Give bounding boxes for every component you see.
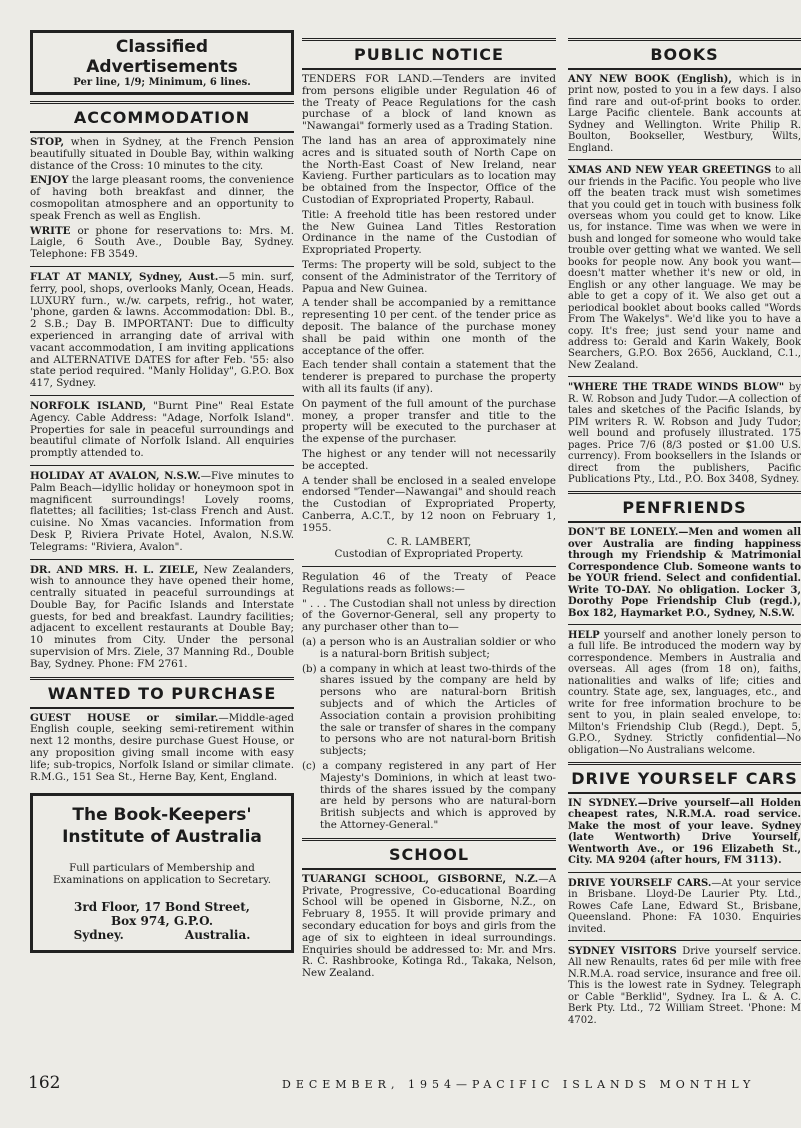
notice-para-3: Title: A freehold title has been restored under the New Guinea Land Titles Restoration Ordinance in the name of the Custodian of Expropriated Property.: [302, 208, 556, 257]
notice-item-c: (c) a company registered in any part of Her Majesty's Dominions, in which at least two-thirds of the shares issued by the company are held by persons who are natural-born British subjects and which is approved by the Attorney-General.": [302, 760, 556, 832]
ad-drive-2: DRIVE YOURSELF CARS.—At your service in Brisbane. Lloyd-De Laurier Pty. Ltd., Rowes Cafe Lane, Edward St., Brisbane, Queensland. Phone: FA 1030. Enquiries invited.: [568, 877, 801, 935]
ad-school: TUARANGI SCHOOL, GISBORNE, N.Z.—A Private, Progressive, Co-educational Boarding School will be opened in Gisborne, N.Z., on February 8, 1955. It will provide primary and secondary education for boys and girls from the age of six to eighteen in ideal surroundings. Enquiries should be addressed to: Mr. and Mrs. R. C. Rashbrooke, Kotinga Rd., Takaka, Nelson, New Zealand.: [302, 872, 556, 980]
ad-books-2: XMAS AND NEW YEAR GREETINGS to all our friends in the Pacific. You people who live off the beaten track must wish sometimes that you could get in touch with business folk overseas whom you could get to know. Like us, for instance. Time was when we were in bush and longed for someone who would take trouble over getting what we wanted. We sell books for people now. Any book you want—doesn't matter whether it's new or old, in English or any other language. We may be able to get a copy of it. We also get out a periodical booklet about books called "Words From The Wakelys". We'd like you to have a copy. It's free; just send your name and address to: Gerald and Karin Wakely, Book Searchers, G.P.O. Box 2656, Auckland, C.1., New Zealand.: [568, 165, 801, 371]
notice-signature-title: Custodian of Expropriated Property.: [334, 548, 524, 561]
drive-heading: DRIVE YOURSELF CARS: [571, 769, 798, 789]
ad-drive-3: SYDNEY VISITORS Drive yourself service. All new Renaults, rates 6d per mile with free N.R.M.A. road service, insurance and free oil. This is the lowest rate in Sydney. Telegraph or Cable "Berklid", Sydney. Ira L. & A. C. Berk Pty. Ltd., 72 William Street. 'Phone: M 4702.: [568, 946, 801, 1026]
ad-penfriends-1: DON'T BE LONELY.—Men and women all over Australia are finding happiness through my Friendship & Matrimonial Correspondence Club. Someone wants to be YOUR friend. Select and confidential. Write TO-DAY. No obligation. Locker 3, Dorothy Pope Friendship Club (regd.), Box 182, Haymarket P.O., Sydney, N.S.W.: [568, 527, 801, 619]
notice-para-1: TENDERS FOR LAND.—Tenders are invited from persons eligible under Regulation 46 of the Treaty of Peace Regulations for the cash purchase of a block of land known as "Nawangai" formerly used as a Trading Station.: [302, 73, 556, 133]
column-right: [568, 30, 801, 1029]
notice-para-9: A tender shall be enclosed in a sealed envelope endorsed "Tender—Nawangai" and should reach the Custodian of Expropriated Property, Canberra, A.C.T., by 12 noon on February 1, 1955.: [302, 474, 556, 534]
notice-para-6: Each tender shall contain a statement that the tenderer is prepared to purchase the property with all its faults (if any).: [302, 359, 556, 395]
bookkeepers-address-2: Box 974, G.P.O.: [110, 914, 214, 929]
ad-accommodation-1: STOP, when in Sydney, at the French Pension beautifully situated in Double Bay, within walking distance of the Cross: 10 minutes to the city.: [30, 136, 294, 172]
ad-accommodation-avalon: HOLIDAY AT AVALON, N.S.W.—Five minutes to Palm Beach—idyllic holiday or honeymoon spot in magnificent surroundings! Lovely rooms, flatettes; all facilities; 1st-class French and Aust. cuisine. No Xmas vacancies. Information from Desk P, Riviera Private Hotel, Avalon, N.S.W. Telegrams: "Riviera, Avalon".: [30, 469, 294, 553]
ad-wanted: GUEST HOUSE or similar.—Middle-aged English couple, seeking semi-retirement within next 12 months, desire purchase Guest House, or any proposition giving small income with easy life; sub-tropics, Norfolk Island or similar climate. R.M.G., 151 Sea St., Herne Bay, Kent, England.: [30, 711, 294, 783]
classified-title: Classified Advertisements: [86, 37, 238, 77]
column-middle: [302, 30, 556, 983]
notice-para-4: Terms: The property will be sold, subject to the consent of the Administrator of the Territory of Papua and New Guinea.: [302, 258, 556, 295]
notice-para-8: The highest or any tender will not necessarily be accepted.: [302, 447, 556, 472]
ad-accommodation-norfolk: NORFOLK ISLAND, "Burnt Pine" Real Estate Agency. Cable Address: "Adage, Norfolk Island". Properties for sale in peaceful surroundings and beautiful climate of Norfolk Island. All enquiries promptly attended to.: [30, 399, 294, 460]
ad-drive-1: IN SYDNEY.—Drive yourself—all Holden cheapest rates, N.R.M.A. road service. Make the most of your leave. Sydney (late Wentworth) Drive Yourself, Wentworth Ave., or 196 Elizabeth St., City. MA 9204 (after hours, FM 3113).: [568, 798, 801, 867]
classified-rates: Per line, 1/9; Minimum, 6 lines.: [73, 77, 251, 88]
ad-accommodation-2: ENJOY the large pleasant rooms, the convenience of having both breakfast and dinner, the cosmopolitan atmosphere and an opportunity to speak French as well as English.: [30, 174, 294, 222]
bookkeepers-title-1: The Book-Keepers': [72, 805, 252, 826]
ad-accommodation-3: WRITE or phone for reservations to: Mrs. M. Laigle, 6 South Ave., Double Bay, Sydney. Telephone: FB 3549.: [30, 224, 294, 261]
notice-para-2: The land has an area of approximately nine acres and is situated south of North Cape on the North-East Coast of New Ireland, near Kavieng. Further particulars as to location may be obtained from the Inspector, Office of the Custodian of Expropriated Property, Rabaul.: [302, 134, 556, 206]
bookkeepers-text: Full particulars of Membership and Examinations on application to Secretary.: [52, 862, 272, 887]
footer-line: DECEMBER, 1954—PACIFIC ISLANDS MONTHLY: [282, 1078, 756, 1091]
classified-box: [30, 30, 294, 95]
wanted-heading: WANTED TO PURCHASE: [47, 683, 277, 703]
notice-item-b: (b) a company in which at least two-thirds of the shares issued by the company are held by persons who are natural-born British subjects and of which the Articles of Association contain a provision prohibiting the sale or transfer of shares in the company to persons who are not natural-born British subjects;: [302, 662, 556, 758]
accommodation-heading: ACCOMMODATION: [73, 108, 251, 127]
notice-quote: " . . . The Custodian shall not unless by direction of the Governor-General, sell any property to any purchaser other than to—: [302, 597, 556, 634]
ad-accommodation-ziele: DR. AND MRS. H. L. ZIELE, New Zealanders, wish to announce they have opened their home, centrally situated in peaceful surroundings at Double Bay, for Pacific Islands and Interstate guests, for bed and breakfast. Laundry facilities; adjacent to excellent restaurants at Double Bay; 10 minutes from City. Under the personal supervision of Mrs. Ziele, 37 Manning Rd., Double Bay, Sydney. Phone: FM 2761.: [30, 563, 295, 670]
notice-para-5: A tender shall be accompanied by a remittance representing 10 per cent. of the tender price as deposit. The balance of the purchase money shall be paid within one month of the acceptance of the offer.: [302, 297, 556, 357]
notice-item-a: (a) a person who is an Australian soldier or who is a natural-born British subject;: [302, 636, 556, 660]
school-heading: SCHOOL: [388, 844, 470, 864]
ad-penfriends-2: HELP yourself and another lonely person to a full life. Be introduced the modern way by correspondence. Members in Australia and overseas. All ages (from 18 on), faiths, nationalities and walks of life; cities and country. State age, sex, languages, etc., and write for free information brochure to be sent to you, in plain sealed envelope, to: Milton's Friendship Club (Regd.), Dept. 5, G.P.O., Sydney. Strictly confidential—No obligation—No Australians welcome.: [568, 630, 801, 756]
bookkeepers-address-1: 3rd Floor, 17 Bond Street,: [74, 900, 250, 915]
bookkeepers-country: Australia.: [184, 928, 251, 943]
ad-accommodation-manly: FLAT AT MANLY, Sydney, Aust.—5 min. surf, ferry, pool, shops, overlooks Manly, Ocean, Heads. LUXURY furn., w./w. carpets, refrig., hot water, 'phone, garden & lawns. Accommodation: Dbl. B., 2 S.B.; Day B. IMPORTANT: Due to difficulty experienced in arranging date of arrival with vacant accommodation, I am inviting applications and ALTERNATIVE DATES for after Feb. '55: also state period required. "Manly Holiday", G.P.O. Box 417, Sydney.: [30, 270, 294, 390]
public-notice-heading: PUBLIC NOTICE: [354, 45, 504, 64]
penfriends-heading: PENFRIENDS: [622, 498, 747, 518]
books-heading: BOOKS: [650, 45, 719, 64]
column-left: [30, 30, 294, 953]
bookkeepers-title-2: Institute of Australia: [62, 827, 262, 848]
bookkeepers-city: Sydney.: [73, 928, 124, 943]
ad-books-1: ANY NEW BOOK (English), which is in print now, posted to you in a few days. I also find rare and out-of-print books to order. Large Pacific clientele. Bank accounts at Sydney and Wellington. Write Philip R. Boulton, Bookseller, Westbury, Wilts, England.: [568, 74, 801, 154]
page-number: 162: [28, 1073, 61, 1093]
ad-books-3: "WHERE THE TRADE WINDS BLOW" by R. W. Robson and Judy Tudor.—A collection of tales and sketches of the Pacific Islands, by PIM writers R. W. Robson and Judy Tudor; well bound and profusely illustrated. 175 pages. Price 7/6 (8/3 posted or $1.00 U.S. currency). From booksellers in the Islands or direct from the publishers, Pacific Publications Pty., Ltd., P.O. Box 3408, Sydney.: [568, 382, 801, 485]
notice-para-7: On payment of the full amount of the purchase money, a proper transfer and title to the property will be executed to the purchaser at the expense of the purchaser.: [302, 397, 556, 446]
notice-signature-name: C. R. LAMBERT,: [386, 536, 472, 549]
bookkeepers-box: [30, 793, 294, 953]
notice-regulation: Regulation 46 of the Treaty of Peace Regulations reads as follows:—: [302, 571, 556, 595]
